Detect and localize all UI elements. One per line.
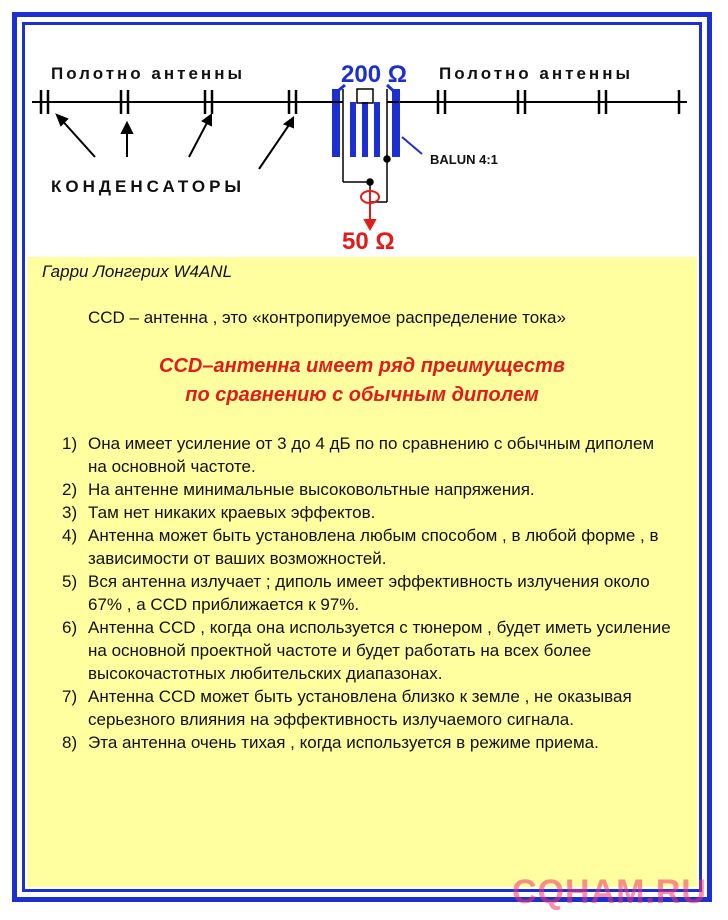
item-number: 3) bbox=[62, 503, 78, 522]
list-item bbox=[62, 570, 672, 616]
item-text: Антенна CCD может быть установлена близко к земле , не оказывая серьезного влияния на эффективность излучаемого сигнала. bbox=[88, 687, 632, 729]
item-number: 2) bbox=[62, 480, 78, 499]
bottom-impedance-label: 50 Ω bbox=[342, 228, 395, 255]
top-impedance-label: 200 Ω bbox=[341, 61, 407, 88]
balun-pointer bbox=[402, 137, 422, 154]
advantages-list bbox=[62, 432, 672, 754]
antenna-diagram bbox=[27, 27, 697, 257]
item-text: Антенна CCD , когда она используется с тюнером , будет иметь усиление на основной проектной частоте и будет работать на всех более высокочастотных любительских диапазонах. bbox=[88, 618, 671, 683]
item-text: Антенна может быть установлена любым способом , в любой форме , в зависимости от ваших возможностей. bbox=[88, 526, 659, 568]
item-text: На антенне минимальные высоковольтные напряжения. bbox=[88, 480, 535, 499]
watermark: CQHAM.RU bbox=[512, 873, 707, 911]
list-item bbox=[62, 685, 672, 731]
headline-line-2: по сравнению с обычным диполем bbox=[185, 384, 539, 406]
item-number: 4) bbox=[62, 526, 78, 545]
item-number: 8) bbox=[62, 733, 78, 752]
headline-line-1: CCD–антенна имеет ряд преимуществ bbox=[159, 355, 565, 377]
list-item bbox=[62, 616, 672, 685]
left-wire-label: Полотно антенны bbox=[51, 64, 245, 83]
list-item bbox=[62, 432, 672, 478]
capacitor-arrows bbox=[57, 115, 293, 169]
item-number: 7) bbox=[62, 687, 78, 706]
item-text: Эта антенна очень тихая , когда используется в режиме приема. bbox=[88, 733, 599, 752]
item-number: 6) bbox=[62, 618, 78, 637]
list-item bbox=[62, 478, 672, 501]
balun-transformer bbox=[330, 85, 400, 159]
right-wire-label: Полотно антенны bbox=[439, 64, 633, 83]
balun-feed-lines bbox=[343, 156, 390, 212]
item-text: Вся антенна излучает ; диполь имеет эффективность излучения около 67% , а CCD приближается к 97%. bbox=[88, 572, 650, 614]
balun-label: BALUN 4:1 bbox=[430, 152, 498, 167]
list-item bbox=[62, 501, 672, 524]
list-item bbox=[62, 524, 672, 570]
item-number: 1) bbox=[62, 434, 78, 453]
item-text: Там нет никаких краевых эффектов. bbox=[88, 503, 376, 522]
capacitors-label: КОНДЕНСАТОРЫ bbox=[51, 177, 246, 196]
list-item bbox=[62, 731, 672, 754]
definition-text: CCD – антенна , это «контропируемое распределение тока» bbox=[88, 308, 566, 327]
item-text: Она имеет усиление от 3 до 4 дБ по по сравнению с обычным диполем на основной частоте. bbox=[88, 434, 655, 476]
current-choke bbox=[361, 189, 379, 229]
item-number: 5) bbox=[62, 572, 78, 591]
author-line: Гарри Лонгерих W4ANL bbox=[42, 262, 233, 281]
